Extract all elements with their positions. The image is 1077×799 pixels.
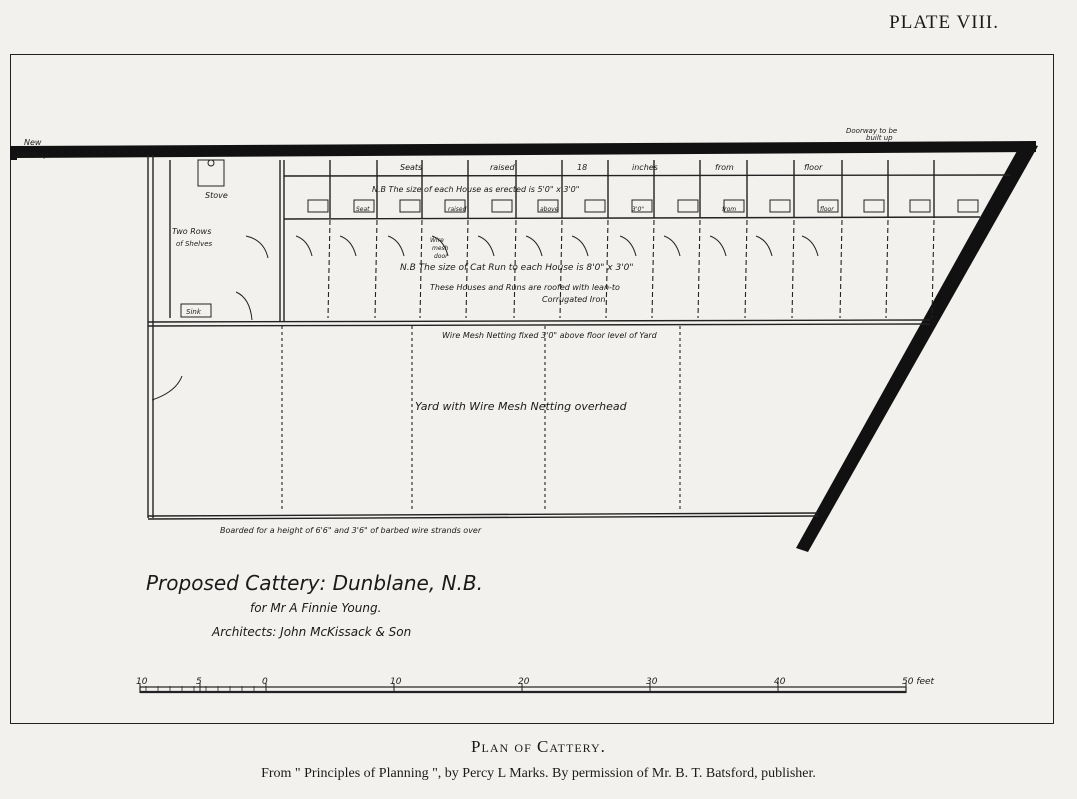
door-swing: [572, 236, 588, 256]
top-wall: [14, 141, 1036, 158]
door-swing: [664, 236, 680, 256]
seat-box: [400, 200, 420, 212]
scale-tick-label: 10: [136, 677, 148, 687]
yard-door-swing: [152, 376, 182, 400]
seat-box-label: 3'0": [632, 206, 645, 213]
wire-netting-label: Wire Mesh Netting fixed 3'0" above floor level of Yard: [442, 331, 657, 340]
doorway-built-up-label-2: built up: [866, 134, 893, 142]
seat-box: [770, 200, 790, 212]
note-roof: These Houses and Runs are roofed with lean-to: [430, 283, 620, 292]
scale-bar: [136, 677, 935, 693]
yard-line-inner: [148, 324, 930, 326]
title-block: [146, 571, 483, 639]
seat-box-label: floor: [820, 206, 834, 213]
run-partition: [375, 220, 377, 318]
scale-tick-label: 40: [774, 677, 786, 687]
south-boundary: [148, 513, 818, 516]
seat-box: [958, 200, 978, 212]
run-partition: [840, 220, 842, 318]
note-run: N.B The size of Cat Run to each House is 8'0" x 3'0": [400, 263, 634, 273]
door-swing: [620, 236, 636, 256]
seat-box: [585, 200, 605, 212]
south-boundary-inner: [148, 516, 818, 519]
run-partition: [328, 220, 330, 318]
door-swing: [388, 236, 404, 256]
shelves-label: Two Rows: [172, 227, 212, 236]
architects-line: Architects: John McKissack & Son: [212, 625, 412, 639]
door-swing: [478, 236, 494, 256]
sink-label: Sink: [186, 308, 201, 316]
new-doorway-label: New: [24, 138, 42, 147]
seats-row-word: from: [715, 163, 734, 172]
seat-box: [492, 200, 512, 212]
figure-caption: Plan of Cattery.: [471, 737, 606, 756]
sink-door-swing: [236, 292, 252, 320]
door-swing: [340, 236, 356, 256]
shelves-label-2: of Shelves: [176, 240, 213, 248]
note-house: N.B The size of each House as erected is 5'0" x 3'0": [372, 185, 580, 194]
seat-box-label: Seat: [356, 206, 370, 213]
client-line: for Mr A Finnie Young.: [250, 601, 382, 615]
scale-tick-label: 30: [646, 677, 658, 687]
plan-labels: [14, 127, 897, 535]
scale-tick-label: 20: [518, 677, 530, 687]
seats-row-word: floor: [804, 163, 823, 172]
new-doorway-label-2: doorway: [14, 150, 49, 159]
wire-door-label-2: mesh: [432, 245, 449, 252]
store-door-swing: [246, 236, 268, 258]
stove-label: Stove: [205, 191, 228, 200]
plate-number: PLATE VIII.: [889, 12, 999, 33]
scale-tick-label: 0: [262, 677, 268, 687]
seat-box-label: from: [722, 206, 737, 213]
door-swing: [802, 236, 818, 256]
seat-line: [284, 217, 980, 219]
yard-label: Yard with Wire Mesh Netting overhead: [415, 400, 627, 413]
scale-tick-label: 50 feet: [902, 677, 935, 687]
seats-row-word: inches: [632, 163, 658, 172]
doorway-built-up-label: Doorway to be: [846, 127, 898, 135]
seat-box: [308, 200, 328, 212]
seats-row-word: Seats: [400, 163, 423, 172]
door-swing: [756, 236, 772, 256]
run-partition: [652, 220, 654, 318]
wire-door-label-3: door: [434, 253, 448, 260]
note-roof-2: Corrugated Iron: [542, 295, 606, 304]
scale-tick-label: 5: [196, 677, 202, 687]
seats-row-word: 18: [577, 163, 588, 172]
boarded-label: Boarded for a height of 6'6" and 3'6" of barbed wire strands over: [220, 526, 482, 535]
seat-box-label: raised: [448, 206, 467, 213]
run-partition: [886, 220, 888, 318]
seat-box-label: above: [540, 206, 559, 213]
run-partition: [745, 220, 747, 318]
door-swing: [710, 236, 726, 256]
seats-row-word: raised: [490, 163, 515, 172]
wire-door-label: Wire: [430, 237, 444, 244]
stove-flue: [208, 160, 214, 166]
plan-title: Proposed Cattery: Dunblane, N.B.: [146, 571, 483, 595]
run-partition: [792, 220, 794, 318]
run-partition: [698, 220, 700, 318]
door-swing: [296, 236, 312, 256]
stove-box: [198, 160, 224, 186]
yard-line: [148, 320, 930, 322]
seat-box: [910, 200, 930, 212]
figure-source: From " Principles of Planning ", by Percy L Marks. By permission of Mr. B. T. Batsford, publisher.: [261, 766, 816, 781]
seat-box: [864, 200, 884, 212]
scale-tick-label: 10: [390, 677, 402, 687]
house-front: [284, 175, 1010, 176]
diagonal-wall: [796, 142, 1038, 552]
seat-box: [678, 200, 698, 212]
door-swing: [526, 236, 542, 256]
